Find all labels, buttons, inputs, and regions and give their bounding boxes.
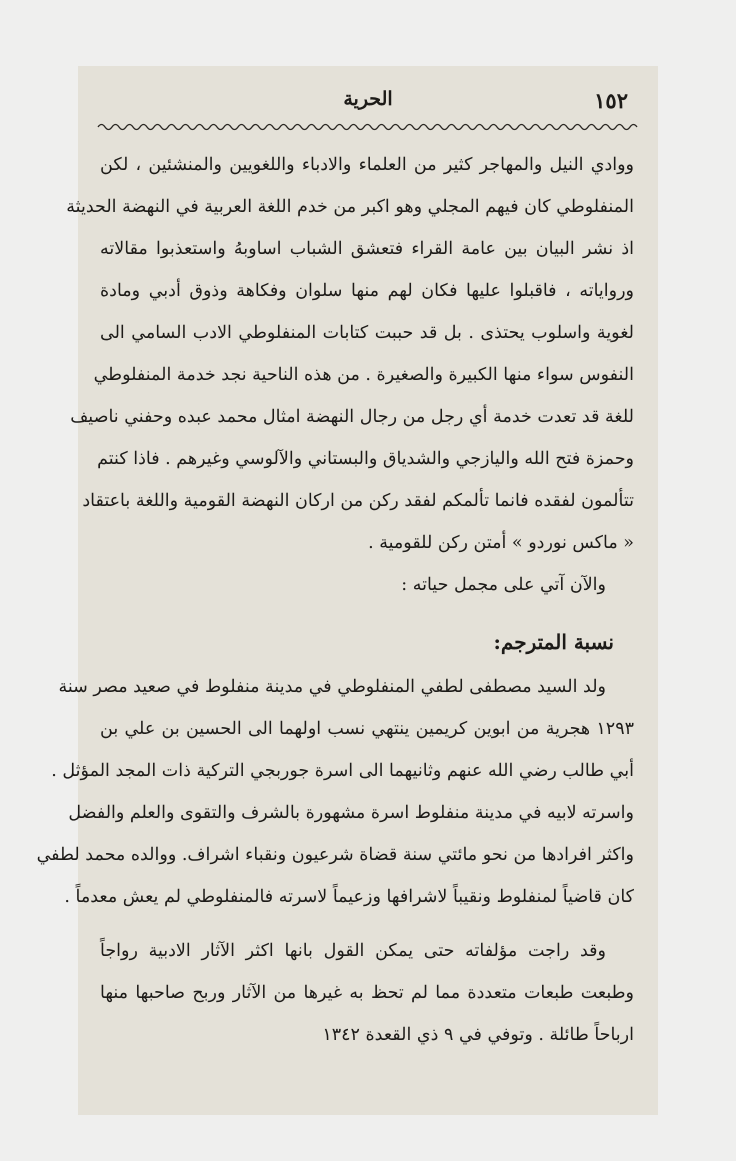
text-line: ورواياته ، فاقبلوا عليها فكان لهم منها سلوان وفكاهة وذوق أدبي ومادة bbox=[100, 281, 634, 301]
page-header bbox=[108, 88, 628, 118]
text-line: المنفلوطي كان فيهم المجلي وهو اكبر من خدم اللغة العربية في النهضة الحديثة bbox=[66, 197, 634, 217]
text-line: وحمزة فتح الله واليازجي والشدياق والبستاني والآلوسي وغيرهم . فاذا كنتم bbox=[97, 449, 634, 469]
running-title: الحرية bbox=[343, 88, 393, 110]
text-line: واسرته لابيه في مدينة منفلوط اسرة مشهورة بالشرف والتقوى والعلم والفضل bbox=[68, 803, 634, 823]
text-line: ١٢٩٣ هجرية من ابوين كريمين ينتهي نسب اولهما الى الحسين بن علي بن bbox=[100, 719, 634, 739]
text-line: ووادي النيل والمهاجر كثير من العلماء والادباء واللغويين والمنشئين ، لكن bbox=[100, 155, 634, 175]
wavy-rule bbox=[98, 122, 632, 132]
text-line: اذ نشر البيان بين عامة القراء فتعشق الشباب اساوبهُ واستعذبوا مقالاته bbox=[100, 239, 634, 259]
paragraph-gap bbox=[100, 918, 634, 930]
text-line: ارباحاً طائلة . وتوفي في ٩ ذي القعدة ١٣٤٢ bbox=[322, 1025, 634, 1045]
text-line: وقد راجت مؤلفاته حتى يمكن القول بانها اكثر الآثار الادبية رواجاً bbox=[100, 941, 606, 961]
book-page bbox=[36, 66, 658, 1115]
page-number: ١٥٢ bbox=[594, 88, 628, 113]
text-line: لغوية واسلوب يحتذى . بل قد حببت كتابات المنفلوطي الادب السامي الى bbox=[100, 323, 634, 343]
text-line: وطبعت طبعات متعددة مما لم تحظ به غيرها من الآثار وربح صاحبها منها bbox=[100, 983, 634, 1003]
text-line: النفوس سواء منها الكبيرة والصغيرة . من هذه الناحية نجد خدمة المنفلوطي bbox=[93, 365, 634, 385]
text-line: للغة قد تعدت خدمة أي رجل من رجال النهضة امثال محمد عبده وحفني ناصيف bbox=[70, 407, 634, 427]
body-text bbox=[36, 144, 634, 1056]
text-line: أبي طالب رضي الله عنهم وثانيهما الى اسرة جوربجي التركية ذات المجد المؤثل . bbox=[51, 761, 634, 781]
text-line: والآن آتي على مجمل حياته : bbox=[401, 575, 606, 595]
text-line: واكثر افرادها من نحو مائتي سنة قضاة شرعيون ونقباء اشراف. ووالده محمد لطفي bbox=[36, 845, 634, 865]
section-heading: نسبة المترجم: bbox=[493, 630, 614, 654]
text-line: كان قاضياً لمنفلوط ونقيباً لاشرافها وزعيماً لاسرته فالمنفلوطي لم يعش معدماً . bbox=[64, 887, 634, 907]
text-line: تتألمون لفقده فانما تألمكم لفقد ركن من اركان النهضة القومية واللغة باعتقاد bbox=[82, 491, 634, 511]
text-line: « ماكس نوردو » أمتن ركن للقومية . bbox=[368, 533, 634, 553]
text-line: ولد السيد مصطفى لطفي المنفلوطي في مدينة منفلوط في صعيد مصر سنة bbox=[58, 677, 606, 697]
